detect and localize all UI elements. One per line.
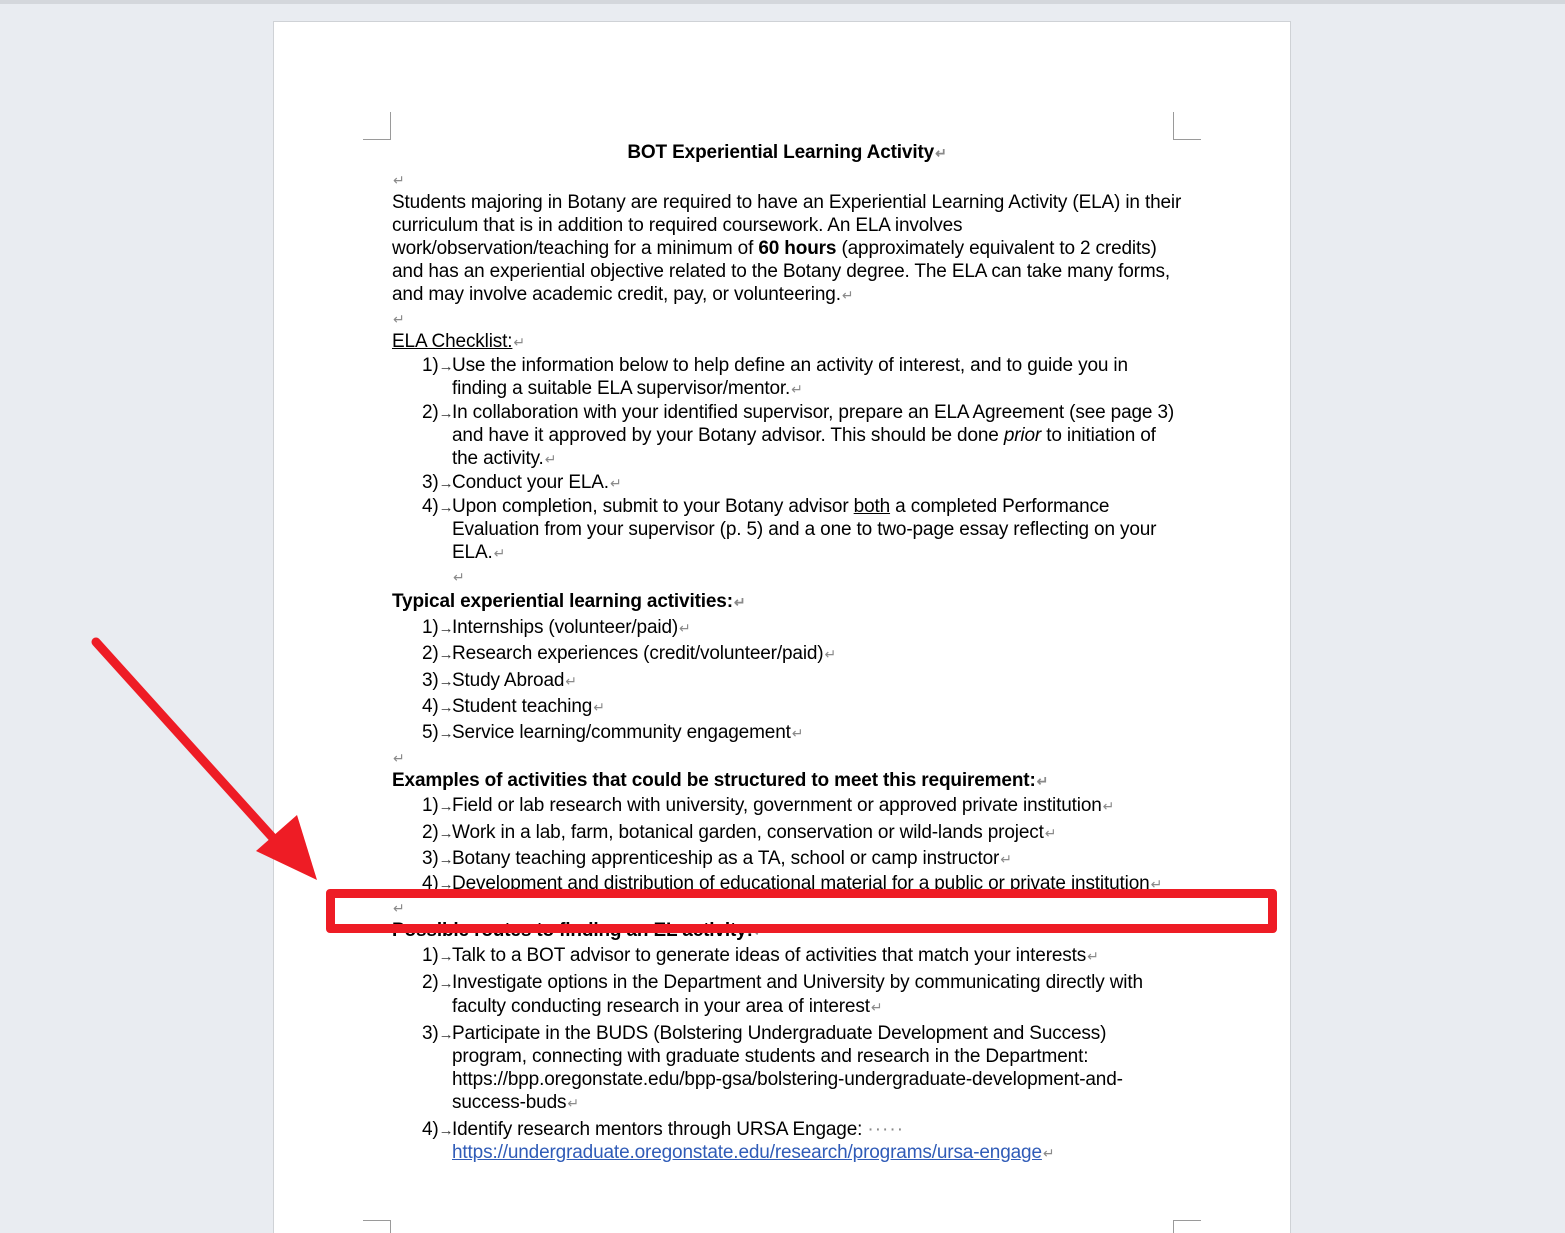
- paragraph-mark: ↵: [791, 725, 804, 742]
- paragraph-mark: ↵: [1102, 798, 1115, 815]
- list-number: 3)→: [422, 1023, 454, 1045]
- empty-paragraph: [392, 168, 1182, 191]
- list-item: [392, 846, 1182, 872]
- list-item-text: Conduct your ELA.: [452, 472, 609, 493]
- list-item-text: Student teaching: [452, 695, 593, 717]
- list-empty-item: [392, 565, 1182, 589]
- paragraph-mark: ↵: [1042, 1145, 1055, 1162]
- document-title: [392, 138, 1182, 168]
- examples-heading-text: Examples of activities that could be structured to meet this requirement:: [392, 770, 1036, 792]
- routes-heading-text: Possible routes to finding an EL activity:: [392, 920, 753, 942]
- list-item: [392, 720, 1182, 746]
- list-item: [392, 943, 1182, 969]
- list-number: 2)→: [422, 643, 454, 665]
- paragraph-mark: ↵: [1044, 824, 1057, 841]
- list-item: [392, 1022, 1182, 1115]
- list-item-text-2: a completed Performance Evaluation from your supervisor (p. 5) and a one to two-page essay reflecting on your ELA.: [452, 496, 1157, 563]
- routes-heading: [392, 919, 1182, 943]
- list-item: 4)→ Identify research mentors through URSA Engage: ····· https://undergraduate.oregonstate.edu/research/programs/ursa-engage↵: [422, 1119, 1055, 1164]
- list-item: [392, 694, 1182, 720]
- list-item: [392, 793, 1182, 819]
- typical-heading: [392, 589, 1182, 615]
- paragraph-mark: ↵: [935, 145, 947, 161]
- empty-paragraph: [392, 746, 1182, 769]
- list-item-text: Development and distribution of educational material for a public or private institution: [452, 873, 1150, 895]
- list-item: [392, 495, 1182, 565]
- intro-paragraph: [392, 191, 1182, 307]
- intro-text-1: Students majoring in Botany are required to have an Experiential Learning Activity (ELA) in their curriculum that is in addition to required coursework. An ELA involves work/observation/teaching for a minimum of: [392, 192, 1182, 259]
- paragraph-mark: ↵: [1150, 876, 1163, 893]
- examples-list: [392, 793, 1182, 896]
- list-number: 1)→: [422, 795, 454, 817]
- paragraph-mark: ↵: [733, 594, 746, 610]
- list-number: 3)→: [422, 669, 454, 691]
- list-item-text: Internships (volunteer/paid): [452, 617, 679, 638]
- paragraph-mark: ↵: [544, 451, 557, 467]
- paragraph-mark: ↵: [493, 545, 506, 561]
- paragraph-mark: ↵: [609, 475, 622, 491]
- intro-text-2: (approximately equivalent to 2 credits) and has an experiential objective related to the Botany degree. The ELA can take many forms, and may involve academic credit, pay, or volunteering.: [392, 238, 1171, 305]
- list-number: 5)→: [422, 722, 454, 744]
- list-item: [392, 971, 1182, 1019]
- list-item-italic: prior: [1003, 425, 1042, 446]
- paragraph-mark: ↵: [1036, 773, 1049, 790]
- paragraph-mark: ↵: [593, 698, 605, 715]
- paragraph-mark: ↵: [753, 923, 766, 940]
- list-item-text: Research experiences (credit/volunteer/paid): [452, 643, 824, 665]
- paragraph-mark: ↵: [870, 999, 883, 1016]
- list-number: 2)→: [422, 972, 454, 994]
- window-top-strip: [0, 0, 1565, 4]
- checklist-heading: [392, 330, 1182, 354]
- list-number: 4)→: [422, 496, 454, 517]
- paragraph-mark: ↵: [565, 672, 577, 689]
- paragraph-mark: ↵: [824, 646, 837, 663]
- list-item-text: Use the information below to help define an activity of interest, and to guide you in finding a suitable ELA supervisor/mentor.: [452, 355, 1128, 399]
- list-number: 1)→: [422, 355, 454, 376]
- list-item: [392, 471, 1182, 495]
- list-item-underline: both: [853, 496, 891, 517]
- routes-list: [392, 943, 1182, 1165]
- paragraph-mark: ↵: [393, 172, 405, 188]
- document-body[interactable]: [392, 138, 1182, 1165]
- paragraph-mark: ↵: [567, 1095, 579, 1112]
- paragraph-mark: ↵: [393, 750, 405, 767]
- empty-paragraph: [392, 307, 1182, 330]
- list-item-text: Investigate options in the Department and University by communicating directly with faculty conducting research in your area of interest: [452, 972, 1143, 1018]
- paragraph-mark: ↵: [679, 620, 691, 636]
- paragraph-mark: ↵: [453, 569, 465, 585]
- list-number: 1)→: [422, 945, 454, 967]
- list-number: 2)→: [422, 402, 454, 423]
- list-item-text: Study Abroad: [452, 669, 565, 691]
- list-item: [392, 401, 1182, 471]
- examples-heading: [392, 769, 1182, 793]
- paragraph-mark: ↵: [1087, 948, 1099, 965]
- empty-paragraph: [392, 896, 1182, 919]
- ursa-engage-link[interactable]: https://undergraduate.oregonstate.edu/research/programs/ursa-engage: [452, 1142, 1042, 1164]
- paragraph-mark: ↵: [791, 381, 803, 397]
- typical-list: [392, 615, 1182, 746]
- list-number: 4)→: [422, 873, 454, 895]
- list-item: [392, 354, 1182, 401]
- list-item-text: Service learning/community engagement: [452, 722, 791, 744]
- list-number: 3)→: [422, 848, 454, 870]
- list-item: [392, 615, 1182, 641]
- margin-corner-bottom-right: [1173, 1220, 1201, 1233]
- list-item-text: Upon completion, submit to your Botany advisor: [452, 496, 854, 517]
- margin-corner-top-right: [1173, 112, 1201, 140]
- list-item: [392, 668, 1182, 694]
- list-item-text: Identify research mentors through URSA Engage:: [452, 1119, 868, 1141]
- list-item: [392, 641, 1182, 667]
- list-item-text: Field or lab research with university, government or approved private institution: [452, 795, 1102, 817]
- list-item: [392, 872, 1182, 896]
- list-number: 2)→: [422, 821, 454, 843]
- intro-bold-hours: 60 hours: [758, 238, 837, 259]
- checklist-list: [392, 354, 1182, 589]
- list-item: [392, 820, 1182, 846]
- list-item-text-2: to initiation of the activity.: [452, 425, 1156, 469]
- paragraph-mark: ↵: [393, 311, 405, 327]
- list-item-text: In collaboration with your identified supervisor, prepare an ELA Agreement (see page 3) and have it approved by your Botany advisor. This should be done: [452, 402, 1175, 446]
- list-number: 3)→: [422, 472, 454, 493]
- paragraph-mark: ↵: [1000, 851, 1012, 868]
- margin-corner-top-left: [363, 112, 391, 140]
- list-item-text: Participate in the BUDS (Bolstering Undergraduate Development and Success) program, connecting with graduate students and research in the Department: https://bpp.oregonstate.edu/bpp-gsa/bolstering-undergraduate-development-and-success-buds: [452, 1023, 1123, 1114]
- list-item-text: Work in a lab, farm, botanical garden, conservation or wild-lands project: [452, 821, 1044, 843]
- title-text: BOT Experiential Learning Activity: [627, 142, 935, 163]
- paragraph-mark: ↵: [841, 287, 854, 303]
- list-item-text: Talk to a BOT advisor to generate ideas of activities that match your interests: [452, 945, 1087, 967]
- checklist-heading-text: ELA Checklist:: [392, 331, 513, 352]
- list-item-text: Botany teaching apprenticeship as a TA, school or camp instructor: [452, 848, 1000, 870]
- paragraph-mark: ↵: [513, 334, 525, 350]
- list-number: 1)→: [422, 617, 454, 638]
- margin-corner-bottom-left: [363, 1220, 391, 1233]
- list-number: 4)→: [422, 695, 454, 717]
- list-number: 4)→: [422, 1119, 454, 1141]
- typical-heading-text: Typical experiential learning activities:: [392, 591, 733, 612]
- paragraph-mark: ↵: [393, 900, 405, 917]
